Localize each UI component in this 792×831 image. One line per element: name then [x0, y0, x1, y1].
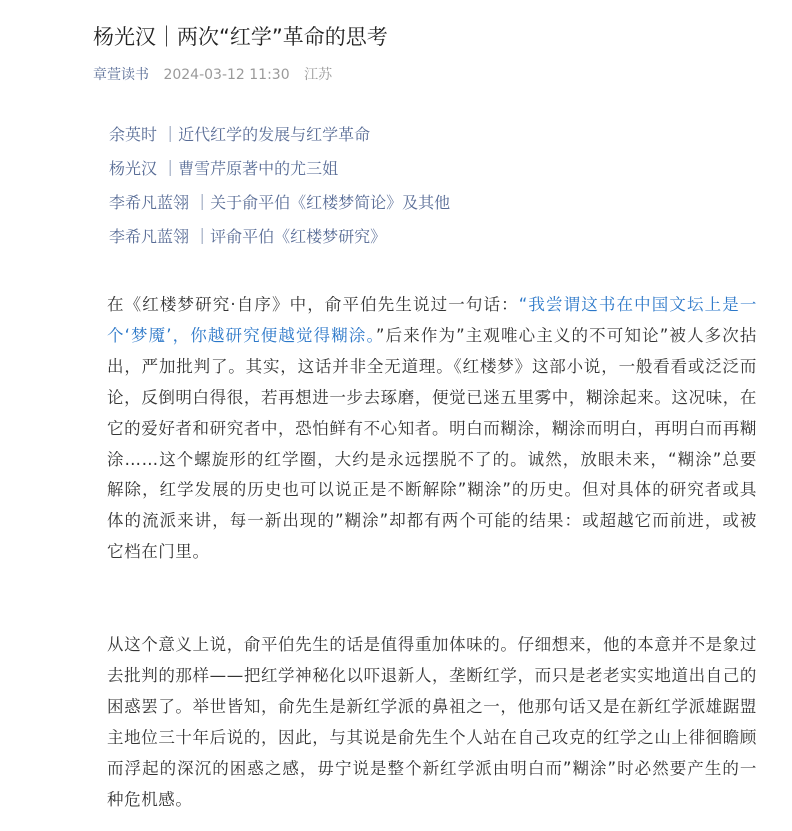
related-articles-list [109, 122, 450, 258]
related-article-link[interactable]: 李希凡蓝翎 ｜评俞平伯《红楼梦研究》 [109, 227, 387, 246]
author-link[interactable]: 章萱读书 [93, 67, 149, 83]
related-article-link[interactable]: 余英时 ｜近代红学的发展与红学革命 [109, 125, 371, 144]
publish-location: 江苏 [304, 67, 333, 83]
highlighted-quote: “我尝谓这书在中国文坛上是一个‘梦魇’，你越研究便越觉得糊涂。 [107, 295, 757, 345]
body-paragraph [107, 290, 757, 568]
article-title: 杨光汉｜两次“红学”革命的思考 [93, 25, 388, 49]
related-article-link[interactable]: 杨光汉 ｜曹雪芹原著中的尤三姐 [109, 159, 339, 178]
publish-date: 2024-03-12 11:30 [163, 67, 290, 83]
paragraph-lead: 在《红楼梦研究·自序》中，俞平伯先生说过一句话： [107, 295, 519, 314]
article-meta [93, 64, 332, 86]
paragraph-rest: ”后来作为”主观唯心主义的不可知论”被人多次拈出，严加批判了。其实，这话并非全无道理。《红楼梦》这部小说，一般看看或泛泛而论，反倒明白得很，若再想进一步去琢磨，便觉已迷五里雾中，糊涂起来。这况味，在它的爱好者和研究者中，恐怕鲜有不心知者。明白而糊涂，糊涂而明白，再明白而再糊涂……这个螺旋形的红学圈，大约是永远摆脱不了的。诚然，放眼未来，“糊涂”总要解除，红学发展的历史也可以说正是不断解除”糊涂”的历史。但对具体的研究者或具体的流派来讲，每一新出现的”糊涂”却都有两个可能的结果：或超越它而前进，或被它档在门里。 [107, 325, 757, 562]
body-paragraph: 从这个意义上说，俞平伯先生的话是值得重加体味的。仔细想来，他的本意并不是象过去批判的那样——把红学神秘化以吓退新人，垄断红学，而只是老老实实地道出自己的困惑罢了。举世皆知，俞先生是新红学派的鼻祖之一，他那句话又是在新红学派雄踞盟主地位三十年后说的，因此，与其说是俞先生个人站在自己攻克的红学之山上徘徊瞻顾而浮起的深沉的困惑之感，毋宁说是整个新红学派由明白而”糊涂”时必然要产生的一种危机感。 [107, 635, 757, 809]
related-article-link[interactable]: 李希凡蓝翎 ｜关于俞平伯《红楼梦简论》及其他 [109, 193, 451, 212]
